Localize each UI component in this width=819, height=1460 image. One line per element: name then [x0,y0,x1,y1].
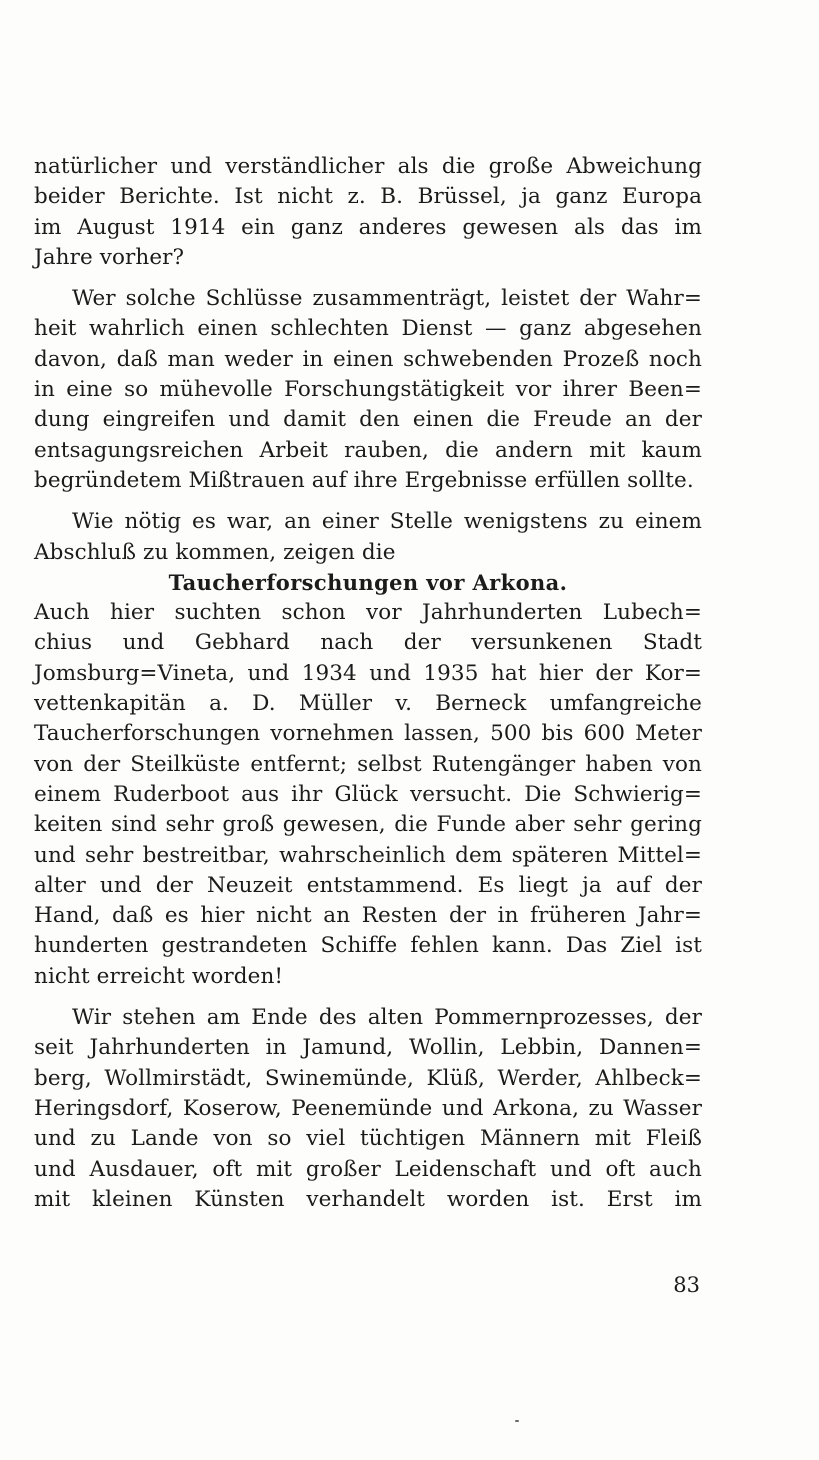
text-line: natürlicher und verständlicher als die große Abweichung [34,154,702,179]
text-line: mit kleinen Künsten verhandelt worden ist. Erst im [34,1186,702,1212]
text-line: und sehr bestreitbar, wahrscheinlich dem späteren Mittel= [34,842,702,868]
paragraph-4 [34,568,702,992]
text-line: Jomsburg=Vineta, und 1934 und 1935 hat hier der Kor= [34,660,702,686]
text-line: Taucherforschungen vornehmen lassen, 500 bis 600 Meter [34,721,702,747]
text-line: keiten sind sehr groß gewesen, die Funde aber sehr gering [34,812,702,838]
text-line: und Ausdauer, oft mit großer Leidenschaft und oft auch [34,1156,702,1182]
text-line: nicht erreicht worden! [34,963,284,989]
print-speck [515,1420,519,1422]
body-text [34,152,702,1215]
text-line: und zu Lande von so viel tüchtigen Männern mit Fleiß [34,1126,702,1152]
text-line: beider Berichte. Ist nicht z. B. Brüssel, ja ganz Europa [34,184,702,210]
text-line: Wir stehen am Ende des alten Pommernprozesses, der [72,1005,702,1031]
text-line: einem Ruderboot aus ihr Glück versucht. Die Schwierig= [34,781,702,807]
text-line: heit wahrlich einen schlechten Dienst — ganz abgesehen [34,316,702,342]
text-line: Heringsdorf, Koserow, Peenemünde und Arkona, zu Wasser [34,1095,702,1121]
paragraph-2 [34,284,702,496]
text-line: in eine so mühevolle Forschungstätigkeit vor ihrer Been= [34,377,702,403]
page-number: 83 [673,1273,700,1297]
text-line: seit Jahrhunderten in Jamund, Wollin, Lebbin, Dannen= [34,1035,702,1061]
text-line: begründetem Mißtrauen auf ihre Ergebnisse erfüllen sollte. [34,467,694,493]
text-line: Auch hier suchten schon vor Jahrhunderten Lubech= [34,600,702,626]
paragraph-3 [34,507,702,568]
text-line: hunderten gestrandeten Schiffe fehlen kann. Das Ziel ist [34,933,702,959]
text-line: chius und Gebhard nach der versunkenen Stadt [34,630,702,656]
text-line: berg, Wollmirstädt, Swinemünde, Klüß, Werder, Ahlbeck= [34,1065,702,1091]
text-line: Abschluß zu kommen, zeigen die [34,539,396,565]
paragraph-1 [34,152,702,273]
text-line: Hand, daß es hier nicht an Resten der in früheren Jahr= [34,903,702,929]
text-line: vettenkapitän a. D. Müller v. Berneck umfangreiche [34,691,702,717]
text-line: Jahre vorher? [34,244,185,270]
text-line: im August 1914 ein ganz anderes gewesen als das im [34,214,702,240]
paragraph-5 [34,1003,702,1215]
text-line: entsagungsreichen Arbeit rauben, die andern mit kaum [34,437,702,463]
text-line: Wie nötig es war, an einer Stelle wenigstens zu einem [72,509,702,535]
text-line: dung eingreifen und damit den einen die Freude an der [34,407,702,433]
section-heading: Taucherforschungen vor Arkona. [168,569,568,595]
text-line: von der Steilküste entfernt; selbst Rutengänger haben von [34,751,702,777]
text-line: alter und der Neuzeit entstammend. Es liegt ja auf der [34,872,702,898]
text-line: davon, daß man weder in einen schwebenden Prozeß noch [34,346,702,372]
text-line: Wer solche Schlüsse zusammenträgt, leistet der Wahr= [72,286,702,312]
